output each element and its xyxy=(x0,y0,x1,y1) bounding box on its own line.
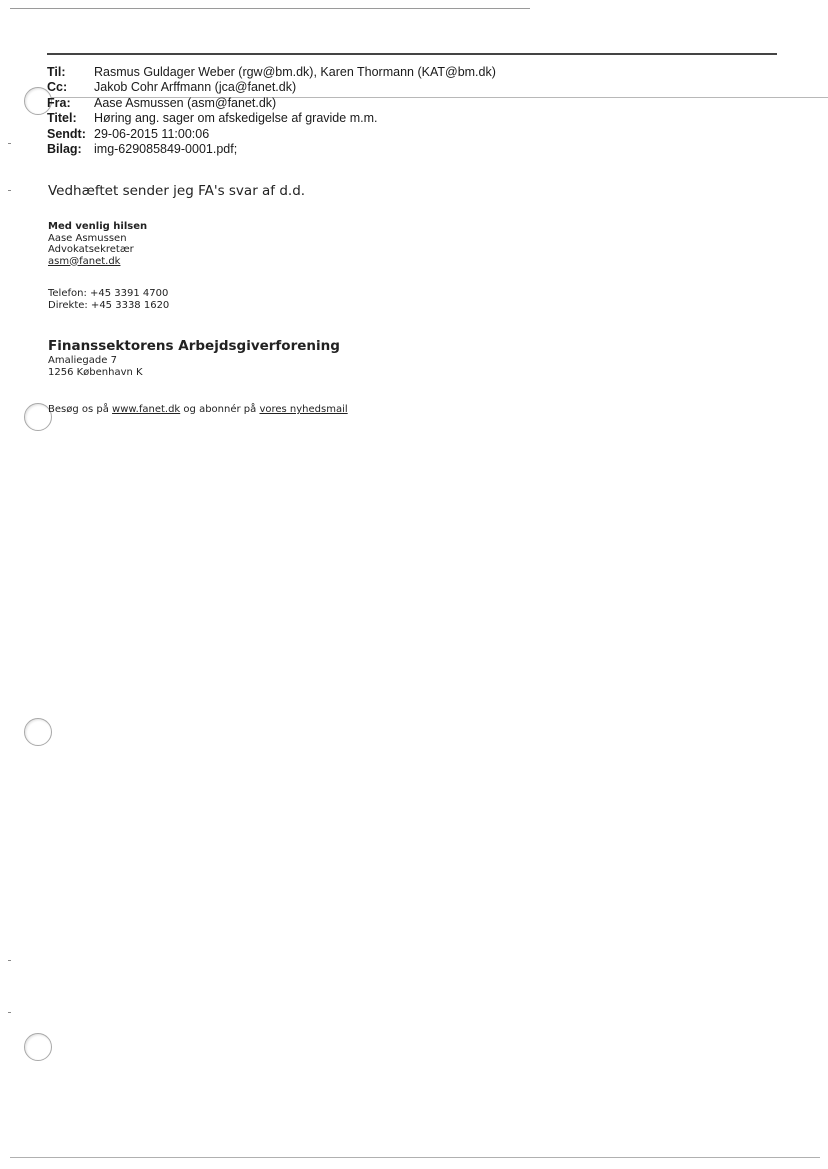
scan-speck xyxy=(8,960,11,961)
scan-edge-top xyxy=(10,8,530,9)
newsletter-link[interactable]: vores nyhedsmail xyxy=(259,404,348,415)
scan-speck xyxy=(8,143,11,144)
field-label: Cc: xyxy=(47,80,68,95)
signature-name: Aase Asmussen xyxy=(48,232,127,244)
scan-speck xyxy=(8,1012,11,1013)
phone-number: Telefon: +45 3391 4700 xyxy=(48,288,169,299)
field-value: Aase Asmussen (asm@fanet.dk) xyxy=(94,95,277,110)
field-label: Fra: xyxy=(47,95,71,110)
direct-number: Direkte: +45 3338 1620 xyxy=(48,299,170,311)
field-value: 29-06-2015 11:00:06 xyxy=(94,126,210,141)
street-address: Amaliegade 7 xyxy=(48,355,117,366)
field-label: Titel: xyxy=(47,111,77,126)
header-row-attachment xyxy=(47,142,496,157)
field-label: Til: xyxy=(47,65,66,79)
field-value: Rasmus Guldager Weber (rgw@bm.dk), Karen Thormann (KAT@bm.dk) xyxy=(94,65,496,79)
city-address: 1256 København K xyxy=(48,366,143,378)
header-row-title xyxy=(47,111,496,126)
field-value: Jakob Cohr Arffmann (jca@fanet.dk) xyxy=(94,80,297,95)
scan-speck xyxy=(8,190,11,191)
website-link[interactable]: www.fanet.dk xyxy=(112,404,181,415)
visit-line xyxy=(48,404,348,416)
scan-edge-bottom xyxy=(10,1157,820,1158)
email-header xyxy=(47,65,496,157)
organization-name: Finanssektorens Arbejdsgiverforening xyxy=(48,338,340,354)
header-row-sent xyxy=(47,127,496,142)
email-body: Vedhæftet sender jeg FA's svar af d.d. xyxy=(48,183,306,199)
signature-role: Advokatsekretær xyxy=(48,244,134,255)
header-row-from xyxy=(47,96,496,111)
visit-middle: og abonnér på xyxy=(183,404,257,415)
contact-block xyxy=(48,288,169,311)
header-rule xyxy=(47,53,777,55)
visit-prefix: Besøg os på xyxy=(48,404,109,415)
field-label: Sendt: xyxy=(47,126,86,141)
field-label: Bilag: xyxy=(47,142,82,157)
punch-hole xyxy=(24,1033,52,1061)
signature-block xyxy=(48,221,147,267)
header-row-to xyxy=(47,65,496,80)
address-block xyxy=(48,355,143,378)
field-value: Høring ang. sager om afskedigelse af gravide m.m. xyxy=(94,111,378,126)
signature-email-link[interactable]: asm@fanet.dk xyxy=(48,255,121,267)
attachment-filename: img-629085849-0001.pdf; xyxy=(94,142,238,157)
signature-greeting: Med venlig hilsen xyxy=(48,221,148,232)
punch-hole xyxy=(24,718,52,746)
header-row-cc xyxy=(47,80,496,95)
